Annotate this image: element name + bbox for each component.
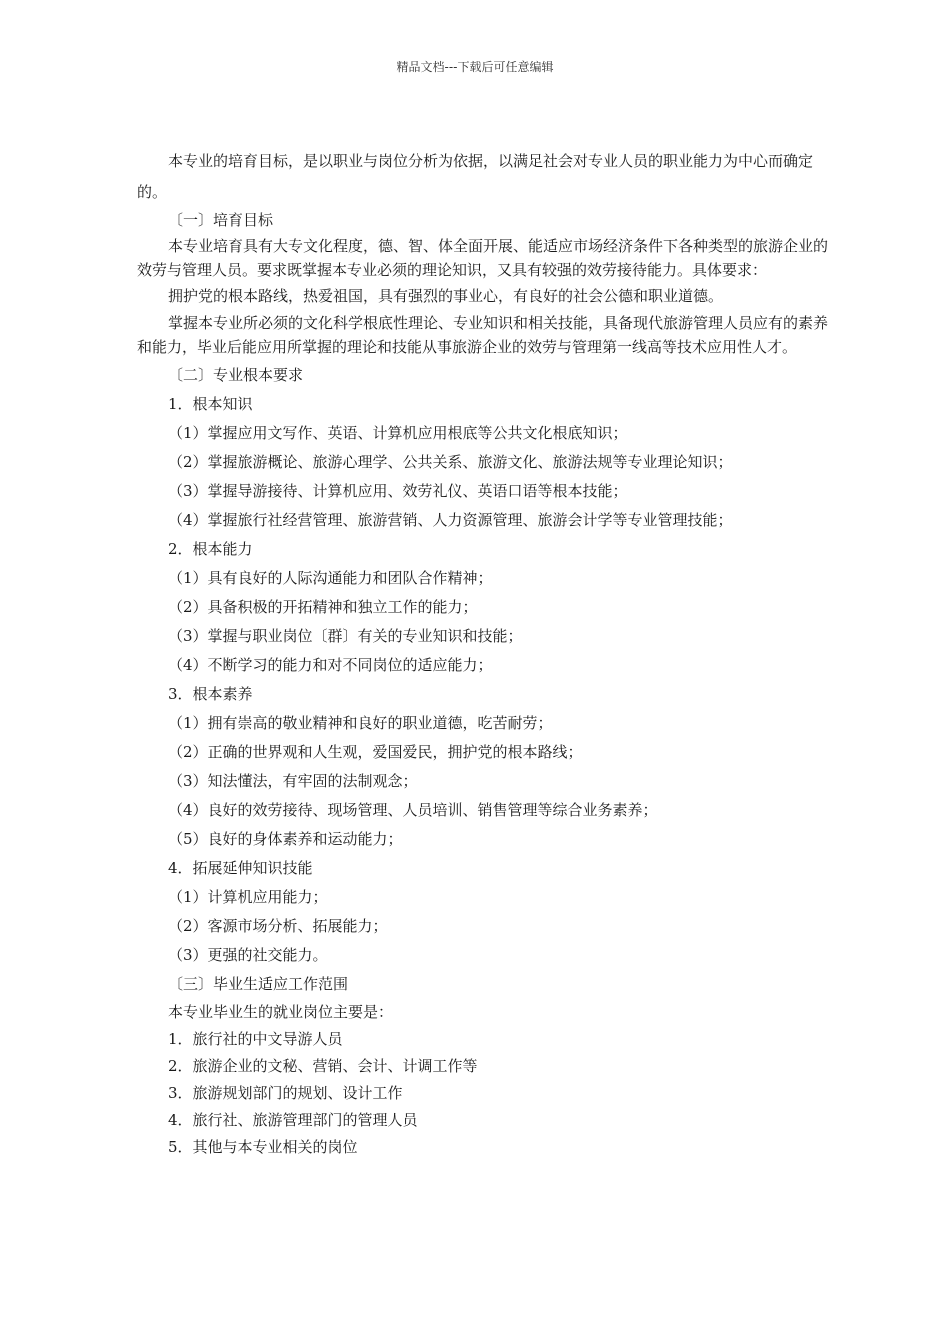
document-body <box>137 146 837 1161</box>
intro-paragraph: 本专业的培育目标，是以职业与岗位分析为依据，以满足社会对专业人员的职业能力为中心而确定的。 <box>137 152 814 201</box>
list-item: （5）良好的身体素养和运动能力； <box>168 830 403 848</box>
list-item: （3）掌握与职业岗位〔群〕有关的专业知识和技能； <box>168 627 523 645</box>
list-item: （2）正确的世界观和人生观，爱国爱民，拥护党的根本路线； <box>168 743 583 761</box>
list-item: （3）掌握导游接待、计算机应用、效劳礼仪、英语口语等根本技能； <box>168 482 628 500</box>
list-item: 2．旅游企业的文秘、营销、会计、计调工作等 <box>168 1057 478 1075</box>
section1-paragraph2: 拥护党的根本路线，热爱祖国，具有强烈的事业心，有良好的社会公德和职业道德。 <box>168 287 724 305</box>
list-item: （2）具备积极的开拓精神和独立工作的能力； <box>168 598 478 616</box>
page-header: 精品文档---下载后可任意编辑 <box>396 60 554 74</box>
group1-title: 1．根本知识 <box>168 395 253 413</box>
list-item: （1）具有良好的人际沟通能力和团队合作精神； <box>168 569 493 587</box>
list-item: （2）掌握旅游概论、旅游心理学、公共关系、旅游文化、旅游法规等专业理论知识； <box>168 453 733 471</box>
list-item: （3）更强的社交能力。 <box>168 946 328 964</box>
group4-title: 4．拓展延伸知识技能 <box>168 859 313 877</box>
list-item: （4）良好的效劳接待、现场管理、人员培训、销售管理等综合业务素养； <box>168 801 658 819</box>
section3-title: 〔三〕毕业生适应工作范围 <box>168 975 349 993</box>
section1-title: 〔一〕培育目标 <box>168 211 274 229</box>
list-item: （3）知法懂法，有牢固的法制观念； <box>168 772 418 790</box>
list-item: 4．旅行社、旅游管理部门的管理人员 <box>168 1111 418 1129</box>
list-item: （1）掌握应用文写作、英语、计算机应用根底等公共文化根底知识； <box>168 424 628 442</box>
list-item: 3．旅游规划部门的规划、设计工作 <box>168 1084 403 1102</box>
group3-title: 3．根本素养 <box>168 685 253 703</box>
section1-paragraph1: 本专业培育具有大专文化程度，德、智、体全面开展、能适应市场经济条件下各种类型的旅游企业的效劳与管理人员。要求既掌握本专业必须的理论知识，又具有较强的效劳接待能力。具体要求： <box>137 237 829 279</box>
list-item: （4）掌握旅行社经营管理、旅游营销、人力资源管理、旅游会计学等专业管理技能； <box>168 511 733 529</box>
list-item: 5．其他与本专业相关的岗位 <box>168 1138 358 1156</box>
list-item: （1）拥有崇高的敬业精神和良好的职业道德，吃苦耐劳； <box>168 714 553 732</box>
list-item: （4）不断学习的能力和对不同岗位的适应能力； <box>168 656 493 674</box>
group2-title: 2．根本能力 <box>168 540 253 558</box>
section2-title: 〔二〕专业根本要求 <box>168 366 304 384</box>
list-item: 1．旅行社的中文导游人员 <box>168 1030 343 1048</box>
section1-paragraph3: 掌握本专业所必须的文化科学根底性理论、专业知识和相关技能，具备现代旅游管理人员应有的素养和能力，毕业后能应用所掌握的理论和技能从事旅游企业的效劳与管理第一线高等技术应用性人才。 <box>137 314 829 356</box>
section3-lead: 本专业毕业生的就业岗位主要是： <box>168 1003 394 1021</box>
list-item: （2）客源市场分析、拓展能力； <box>168 917 388 935</box>
list-item: （1）计算机应用能力； <box>168 888 328 906</box>
